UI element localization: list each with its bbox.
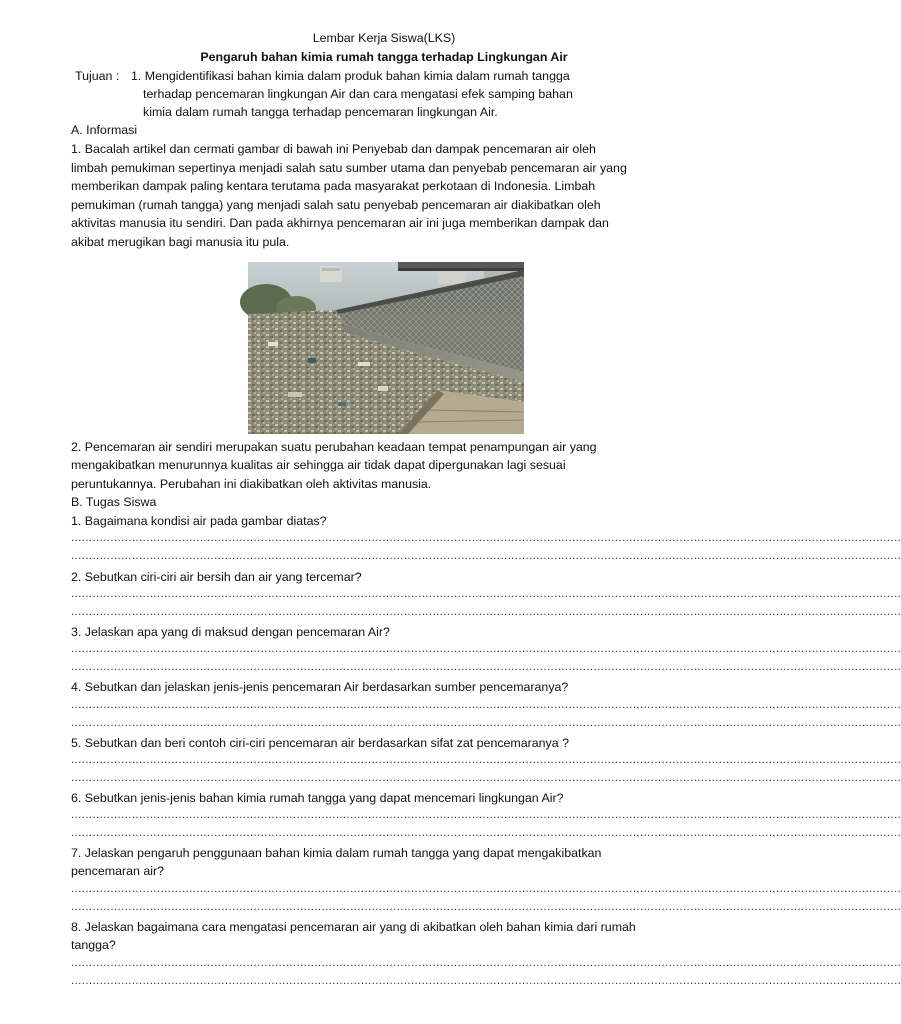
question-1: 1. Bagaimana kondisi air pada gambar diatas? bbox=[71, 514, 327, 528]
worksheet-title: Lembar Kerja Siswa(LKS) bbox=[312, 31, 456, 45]
answer-line[interactable]: ........................................................................................................................................................................................................................................ bbox=[71, 718, 901, 729]
section-a-heading: A. Informasi bbox=[71, 123, 138, 137]
answer-line[interactable]: ........................................................................................................................................................................................................................................ bbox=[71, 533, 901, 544]
question-2: 2. Sebutkan ciri-ciri air bersih dan air yang tercemar? bbox=[71, 570, 362, 584]
answer-line[interactable]: ........................................................................................................................................................................................................................................ bbox=[71, 828, 901, 839]
worksheet-subtitle: Pengaruh bahan kimia rumah tangga terhadap Lingkungan Air bbox=[200, 50, 568, 64]
question-3: 3. Jelaskan apa yang di maksud dengan pencemaran Air? bbox=[71, 625, 390, 639]
tujuan-label: Tujuan : bbox=[75, 69, 120, 83]
answer-line[interactable]: ........................................................................................................................................................................................................................................ bbox=[71, 551, 901, 562]
info-paragraph-1-line: pemukiman (rumah tangga) yang menjadi salah satu penyebab pencemaran air diakibatkan oleh bbox=[71, 198, 601, 212]
info-paragraph-2-line: mengakibatkan menurunnya kualitas air sehingga air tidak dapat dipergunakan lagi sesuai bbox=[71, 458, 566, 472]
info-paragraph-2-line: peruntukannya. Perubahan ini diakibatkan oleh aktivitas manusia. bbox=[71, 477, 432, 491]
answer-line[interactable]: ........................................................................................................................................................................................................................................ bbox=[71, 902, 901, 913]
tujuan-line-2: terhadap pencemaran lingkungan Air dan cara mengatasi efek samping bahan bbox=[143, 87, 573, 101]
polluted-river-photo bbox=[248, 262, 524, 434]
info-paragraph-1-line: 1. Bacalah artikel dan cermati gambar di bawah ini Penyebab dan dampak pencemaran air oleh bbox=[71, 142, 596, 156]
question-4: 4. Sebutkan dan jelaskan jenis-jenis pencemaran Air berdasarkan sumber pencemaranya? bbox=[71, 680, 569, 694]
question-8: 8. Jelaskan bagaimana cara mengatasi pencemaran air yang di akibatkan oleh bahan kimia dari rumah bbox=[71, 920, 636, 934]
info-paragraph-1-line: akibat merugikan bagi manusia itu pula. bbox=[71, 235, 290, 249]
question-7: 7. Jelaskan pengaruh penggunaan bahan kimia dalam rumah tangga yang dapat mengakibatkan bbox=[71, 846, 602, 860]
section-b-heading: B. Tugas Siswa bbox=[71, 495, 157, 509]
answer-line[interactable]: ........................................................................................................................................................................................................................................ bbox=[71, 644, 901, 655]
info-paragraph-1-line: aktivitas manusia itu sendiri. Dan pada akhirnya pencemaran air ini juga memberikan dampak dan bbox=[71, 216, 609, 230]
question-5: 5. Sebutkan dan beri contoh ciri-ciri pencemaran air berdasarkan sifat zat pencemaranya ? bbox=[71, 736, 569, 750]
question-7-continuation: pencemaran air? bbox=[71, 864, 164, 878]
info-paragraph-2-line: 2. Pencemaran air sendiri merupakan suatu perubahan keadaan tempat penampungan air yang bbox=[71, 440, 597, 454]
answer-line[interactable]: ........................................................................................................................................................................................................................................ bbox=[71, 976, 901, 987]
answer-line[interactable]: ........................................................................................................................................................................................................................................ bbox=[71, 662, 901, 673]
answer-line[interactable]: ........................................................................................................................................................................................................................................ bbox=[71, 810, 901, 821]
question-8-continuation: tangga? bbox=[71, 938, 116, 952]
answer-line[interactable]: ........................................................................................................................................................................................................................................ bbox=[71, 884, 901, 895]
tujuan-line-3: kimia dalam rumah tangga terhadap pencemaran lingkungan Air. bbox=[143, 105, 498, 119]
answer-line[interactable]: ........................................................................................................................................................................................................................................ bbox=[71, 607, 901, 618]
answer-line[interactable]: ........................................................................................................................................................................................................................................ bbox=[71, 755, 901, 766]
answer-line[interactable]: ........................................................................................................................................................................................................................................ bbox=[71, 700, 901, 711]
question-6: 6. Sebutkan jenis-jenis bahan kimia rumah tangga yang dapat mencemari lingkungan Air? bbox=[71, 791, 564, 805]
info-paragraph-1-line: memberikan dampak paling kentara terutama pada masyarakat perkotaan di Indonesia. Limbah bbox=[71, 179, 596, 193]
tujuan-line-1: 1. Mengidentifikasi bahan kimia dalam produk bahan kimia dalam rumah tangga bbox=[131, 69, 570, 83]
answer-line[interactable]: ........................................................................................................................................................................................................................................ bbox=[71, 589, 901, 600]
answer-line[interactable]: ........................................................................................................................................................................................................................................ bbox=[71, 958, 901, 969]
answer-line[interactable]: ........................................................................................................................................................................................................................................ bbox=[71, 773, 901, 784]
info-paragraph-1-line: limbah pemukiman sepertinya menjadi salah satu sumber utama dan penyebab pencemaran air yang bbox=[71, 161, 627, 175]
